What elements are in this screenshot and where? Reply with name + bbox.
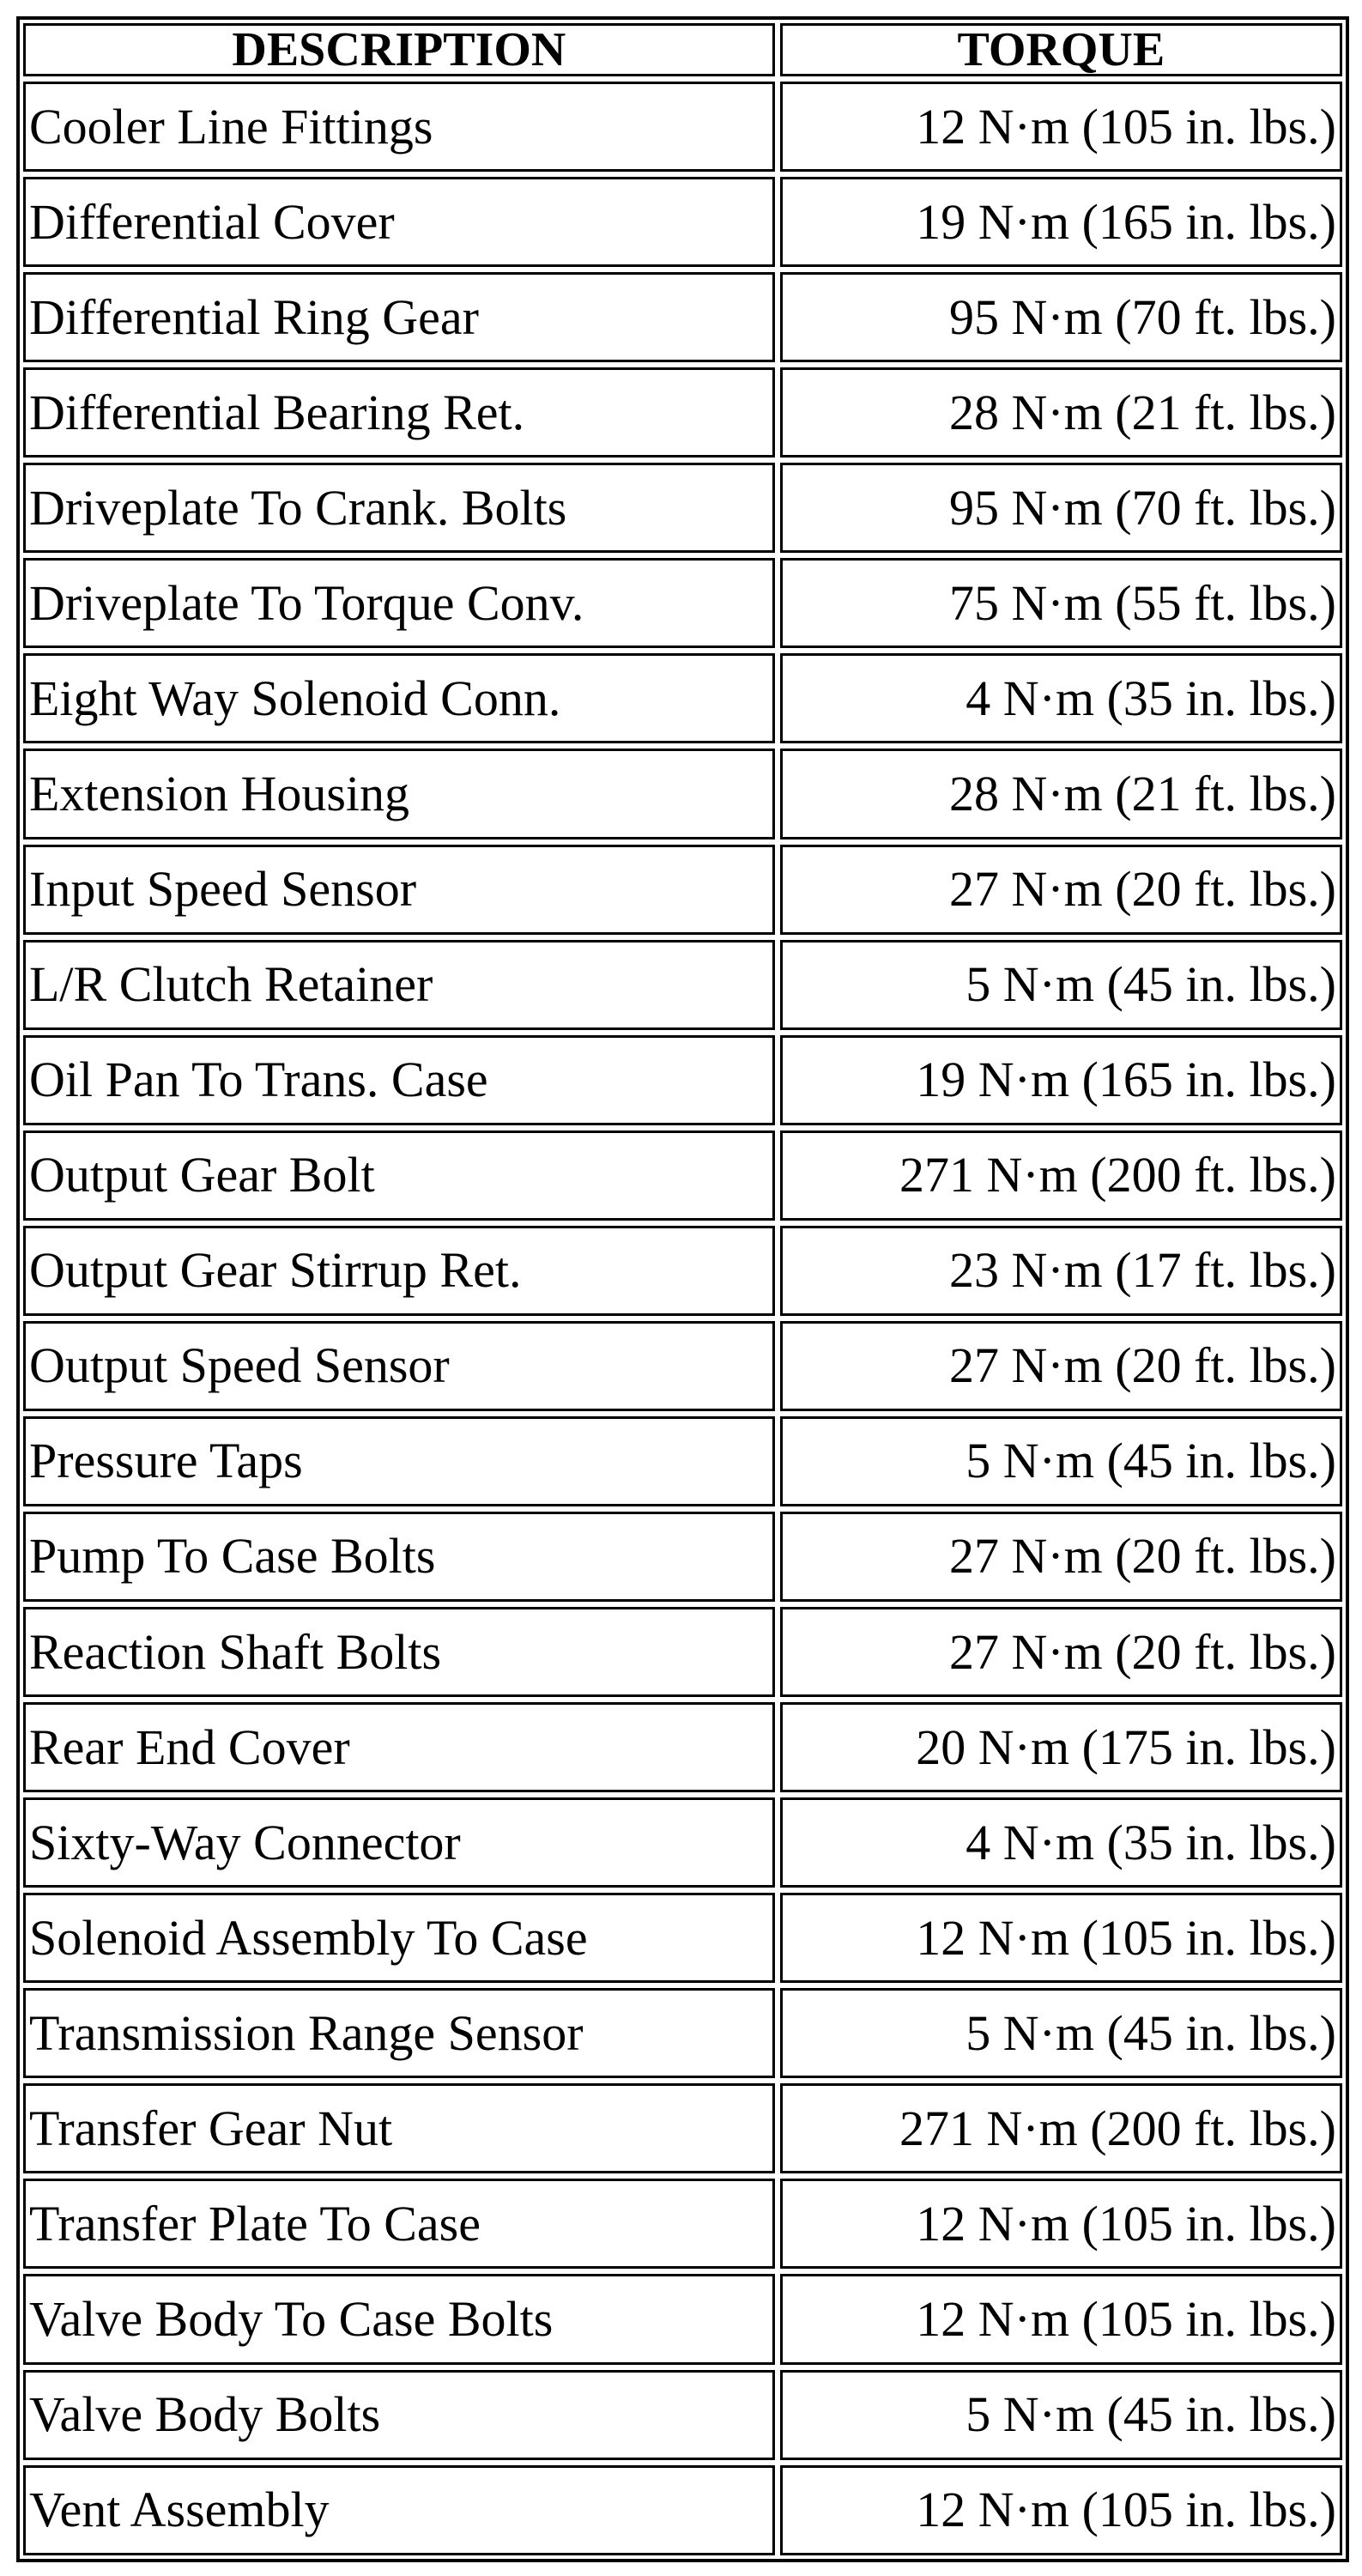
cell-description: Vent Assembly (23, 2465, 775, 2555)
cell-torque: 12 N·m (105 in. lbs.) (780, 2465, 1342, 2555)
table-row (23, 1416, 1342, 1506)
cell-description: Extension Housing (23, 749, 775, 839)
cell-description: Transmission Range Sensor (23, 1988, 775, 2078)
cell-description: Transfer Gear Nut (23, 2083, 775, 2173)
cell-torque: 4 N·m (35 in. lbs.) (780, 653, 1342, 743)
table-row (23, 1321, 1342, 1411)
cell-description: Reaction Shaft Bolts (23, 1607, 775, 1697)
table-row (23, 749, 1342, 839)
cell-description: Valve Body Bolts (23, 2370, 775, 2460)
cell-torque: 19 N·m (165 in. lbs.) (780, 1035, 1342, 1125)
cell-torque: 271 N·m (200 ft. lbs.) (780, 2083, 1342, 2173)
table-row (23, 2179, 1342, 2269)
cell-description: Differential Bearing Ret. (23, 367, 775, 458)
cell-torque: 95 N·m (70 ft. lbs.) (780, 272, 1342, 362)
cell-description: Pump To Case Bolts (23, 1512, 775, 1602)
cell-description: L/R Clutch Retainer (23, 940, 775, 1030)
table-row (23, 2274, 1342, 2364)
cell-description: Valve Body To Case Bolts (23, 2274, 775, 2364)
cell-description: Rear End Cover (23, 1702, 775, 1792)
table-row (23, 177, 1342, 267)
cell-torque: 23 N·m (17 ft. lbs.) (780, 1226, 1342, 1316)
cell-torque: 12 N·m (105 in. lbs.) (780, 1893, 1342, 1983)
table-row (23, 463, 1342, 553)
cell-torque: 19 N·m (165 in. lbs.) (780, 177, 1342, 267)
cell-torque: 12 N·m (105 in. lbs.) (780, 2179, 1342, 2269)
cell-description: Output Speed Sensor (23, 1321, 775, 1411)
cell-description: Pressure Taps (23, 1416, 775, 1506)
table-row (23, 1702, 1342, 1792)
cell-torque: 28 N·m (21 ft. lbs.) (780, 749, 1342, 839)
table-row (23, 2370, 1342, 2460)
cell-torque: 5 N·m (45 in. lbs.) (780, 2370, 1342, 2460)
cell-torque: 4 N·m (35 in. lbs.) (780, 1797, 1342, 1888)
cell-torque: 27 N·m (20 ft. lbs.) (780, 1512, 1342, 1602)
column-header-description: DESCRIPTION (23, 23, 775, 76)
cell-torque: 27 N·m (20 ft. lbs.) (780, 1321, 1342, 1411)
cell-torque: 5 N·m (45 in. lbs.) (780, 1988, 1342, 2078)
torque-spec-table-frame (16, 16, 1349, 2562)
cell-description: Input Speed Sensor (23, 845, 775, 935)
cell-torque: 5 N·m (45 in. lbs.) (780, 940, 1342, 1030)
cell-torque: 271 N·m (200 ft. lbs.) (780, 1130, 1342, 1221)
table-row (23, 1607, 1342, 1697)
torque-spec-table (18, 18, 1347, 2561)
table-row (23, 558, 1342, 648)
cell-description: Output Gear Stirrup Ret. (23, 1226, 775, 1316)
cell-torque: 20 N·m (175 in. lbs.) (780, 1702, 1342, 1792)
table-row (23, 2465, 1342, 2555)
cell-description: Cooler Line Fittings (23, 82, 775, 172)
table-row (23, 2083, 1342, 2173)
table-row (23, 1988, 1342, 2078)
cell-torque: 12 N·m (105 in. lbs.) (780, 2274, 1342, 2364)
cell-description: Sixty-Way Connector (23, 1797, 775, 1888)
table-row (23, 1035, 1342, 1125)
table-row (23, 1797, 1342, 1888)
cell-description: Transfer Plate To Case (23, 2179, 775, 2269)
table-row (23, 82, 1342, 172)
cell-description: Oil Pan To Trans. Case (23, 1035, 775, 1125)
cell-torque: 27 N·m (20 ft. lbs.) (780, 845, 1342, 935)
cell-description: Differential Ring Gear (23, 272, 775, 362)
table-row (23, 367, 1342, 458)
cell-torque: 28 N·m (21 ft. lbs.) (780, 367, 1342, 458)
cell-description: Differential Cover (23, 177, 775, 267)
cell-torque: 95 N·m (70 ft. lbs.) (780, 463, 1342, 553)
table-row (23, 272, 1342, 362)
table-header-row (23, 23, 1342, 76)
column-header-torque: TORQUE (780, 23, 1342, 76)
cell-torque: 75 N·m (55 ft. lbs.) (780, 558, 1342, 648)
table-row (23, 1226, 1342, 1316)
cell-torque: 12 N·m (105 in. lbs.) (780, 82, 1342, 172)
cell-torque: 27 N·m (20 ft. lbs.) (780, 1607, 1342, 1697)
cell-torque: 5 N·m (45 in. lbs.) (780, 1416, 1342, 1506)
table-row (23, 940, 1342, 1030)
table-row (23, 1893, 1342, 1983)
table-row (23, 653, 1342, 743)
table-row (23, 1512, 1342, 1602)
table-row (23, 1130, 1342, 1221)
cell-description: Eight Way Solenoid Conn. (23, 653, 775, 743)
cell-description: Driveplate To Torque Conv. (23, 558, 775, 648)
table-body (23, 82, 1342, 2555)
table-row (23, 845, 1342, 935)
cell-description: Driveplate To Crank. Bolts (23, 463, 775, 553)
cell-description: Output Gear Bolt (23, 1130, 775, 1221)
cell-description: Solenoid Assembly To Case (23, 1893, 775, 1983)
